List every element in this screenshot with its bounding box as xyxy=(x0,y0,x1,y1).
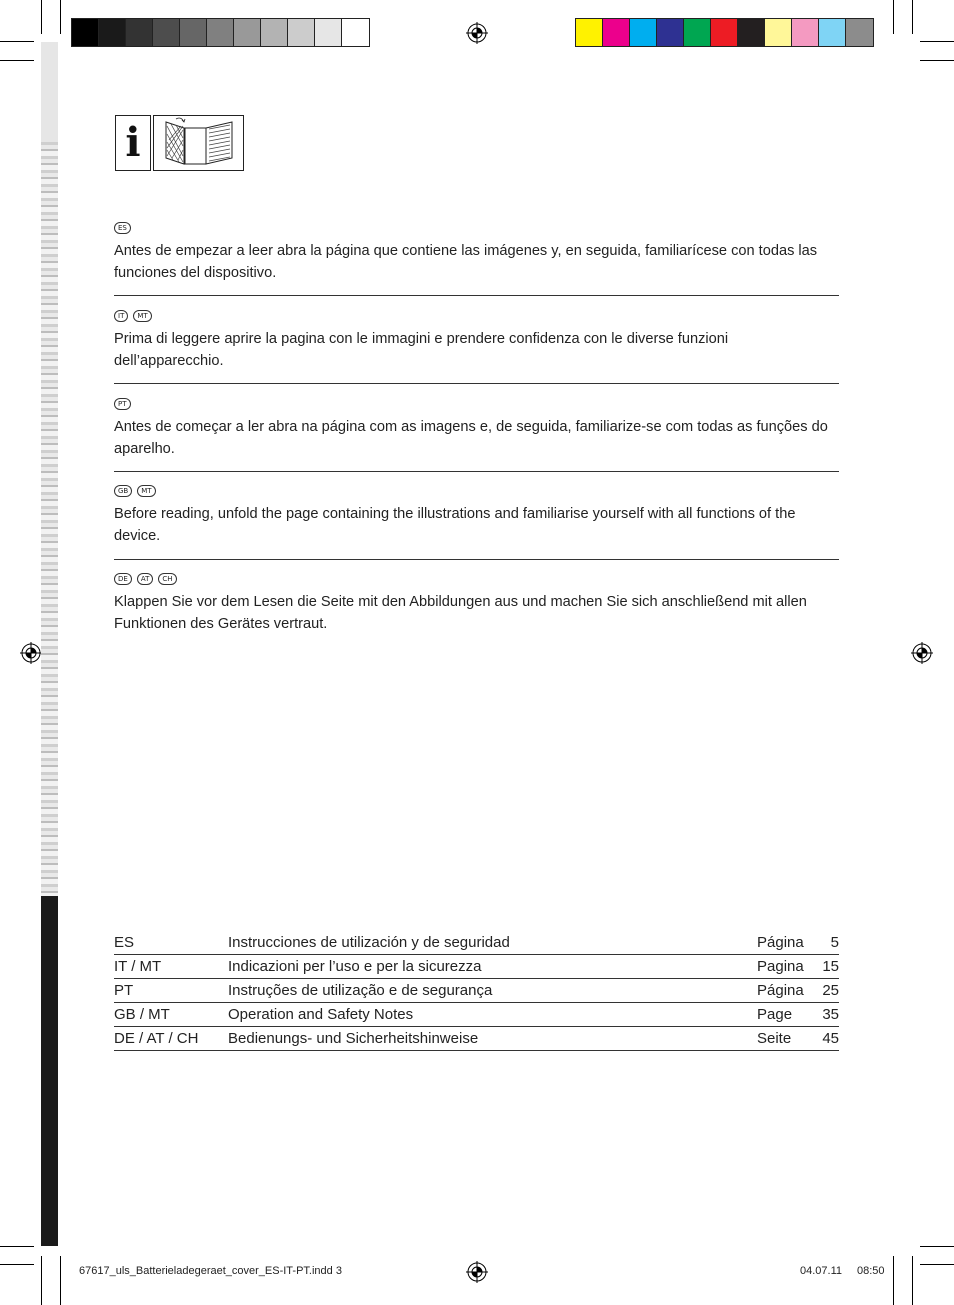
registration-mark-icon xyxy=(466,1261,488,1283)
intro-text: Antes de começar a ler abra na página com as imagens e, de seguida, familiarize-se com todas as funções do aparelho. xyxy=(114,419,828,457)
intro-text: Before reading, unfold the page containing the illustrations and familiarise yourself with all functions of the device. xyxy=(114,506,796,544)
language-block xyxy=(114,573,839,635)
toc-code: PT xyxy=(114,979,228,1003)
color-swatch xyxy=(576,19,603,46)
table-row xyxy=(114,979,839,1003)
color-swatch xyxy=(315,19,342,46)
toc-page-number: 35 xyxy=(813,1003,839,1027)
country-badges xyxy=(114,222,839,236)
country-badges xyxy=(114,485,839,499)
color-swatch xyxy=(342,19,369,46)
color-swatch xyxy=(72,19,99,46)
side-strip-texture xyxy=(41,142,58,896)
side-strip-light xyxy=(41,42,58,142)
crop-mark xyxy=(893,0,894,34)
unfold-page-icon xyxy=(153,115,244,171)
country-badge: DE xyxy=(114,573,132,585)
toc-page-label: Pagina xyxy=(757,955,813,979)
toc-page-label: Seite xyxy=(757,1027,813,1051)
info-letter: i xyxy=(125,119,141,166)
country-badges xyxy=(114,310,839,324)
footer-filename: 67617_uls_Batterieladegeraet_cover_ES-IT-PT.indd 3 xyxy=(79,1265,342,1277)
toc-page-number: 45 xyxy=(813,1027,839,1051)
toc-code: ES xyxy=(114,931,228,955)
toc-title: Instruções de utilização e de segurança xyxy=(228,979,757,1003)
info-icon xyxy=(115,115,151,171)
color-swatch xyxy=(207,19,234,46)
crop-mark xyxy=(912,1256,913,1305)
language-block xyxy=(114,398,839,460)
color-swatch xyxy=(657,19,684,46)
table-row xyxy=(114,1003,839,1027)
country-badge: ES xyxy=(114,222,131,234)
language-block xyxy=(114,485,839,547)
color-swatch xyxy=(846,19,873,46)
crop-mark xyxy=(41,1256,42,1305)
toc-page-number: 25 xyxy=(813,979,839,1003)
table-row xyxy=(114,931,839,955)
color-swatch xyxy=(711,19,738,46)
crop-mark xyxy=(912,0,913,34)
process-color-bar xyxy=(575,18,874,47)
registration-mark-icon xyxy=(20,642,42,664)
toc-code: DE / AT / CH xyxy=(114,1027,228,1051)
table-row xyxy=(114,955,839,979)
country-badge: PT xyxy=(114,398,131,410)
color-swatch xyxy=(99,19,126,46)
crop-mark xyxy=(0,41,34,42)
language-block xyxy=(114,222,839,284)
country-badge: CH xyxy=(158,573,176,585)
divider xyxy=(114,295,839,296)
registration-mark-icon xyxy=(466,22,488,44)
grayscale-color-bar xyxy=(71,18,370,47)
crop-mark xyxy=(0,1264,34,1265)
toc-code: GB / MT xyxy=(114,1003,228,1027)
color-swatch xyxy=(126,19,153,46)
footer-date: 04.07.11 xyxy=(800,1265,843,1277)
crop-mark xyxy=(60,0,61,34)
country-badge: MT xyxy=(137,485,155,497)
color-swatch xyxy=(819,19,846,46)
color-swatch xyxy=(603,19,630,46)
crop-mark xyxy=(920,1264,954,1265)
registration-mark-icon xyxy=(911,642,933,664)
divider xyxy=(114,471,839,472)
crop-mark xyxy=(0,1246,34,1247)
crop-mark xyxy=(0,60,34,61)
divider xyxy=(114,559,839,560)
crop-mark xyxy=(41,0,42,34)
color-swatch xyxy=(180,19,207,46)
country-badge: GB xyxy=(114,485,132,497)
country-badge: MT xyxy=(133,310,151,322)
table-of-contents xyxy=(114,931,839,1051)
country-badge: AT xyxy=(137,573,154,585)
color-swatch xyxy=(630,19,657,46)
intro-text: Prima di leggere aprire la pagina con le immagini e prendere confidenza con le diverse funzioni dell’apparecchio. xyxy=(114,331,729,369)
color-swatch xyxy=(234,19,261,46)
crop-mark xyxy=(893,1256,894,1305)
crop-mark xyxy=(920,41,954,42)
crop-mark xyxy=(920,60,954,61)
toc-title: Bedienungs- und Sicherheitshinweise xyxy=(228,1027,757,1051)
color-swatch xyxy=(261,19,288,46)
toc-page-label: Página xyxy=(757,979,813,1003)
side-strip-dark xyxy=(41,896,58,1246)
color-swatch xyxy=(288,19,315,46)
toc-code: IT / MT xyxy=(114,955,228,979)
divider xyxy=(114,383,839,384)
color-swatch xyxy=(765,19,792,46)
toc-page-number: 5 xyxy=(813,931,839,955)
color-swatch xyxy=(153,19,180,46)
toc-title: Indicazioni per l’uso e per la sicurezza xyxy=(228,955,757,979)
language-block xyxy=(114,310,839,372)
country-badge: IT xyxy=(114,310,128,322)
crop-mark xyxy=(920,1246,954,1247)
toc-page-label: Page xyxy=(757,1003,813,1027)
intro-text: Antes de empezar a leer abra la página que contiene las imágenes y, en seguida, familiarícese con todas las funciones del dispositivo. xyxy=(114,243,818,281)
color-swatch xyxy=(792,19,819,46)
toc-title: Instrucciones de utilización y de seguridad xyxy=(228,931,757,955)
color-swatch xyxy=(684,19,711,46)
toc-page-label: Página xyxy=(757,931,813,955)
toc-page-number: 15 xyxy=(813,955,839,979)
crop-mark xyxy=(60,1256,61,1305)
table-row xyxy=(114,1027,839,1051)
country-badges xyxy=(114,573,839,587)
country-badges xyxy=(114,398,839,412)
footer-time: 08:50 xyxy=(857,1265,885,1277)
toc-title: Operation and Safety Notes xyxy=(228,1003,757,1027)
intro-text: Klappen Sie vor dem Lesen die Seite mit den Abbildungen aus und machen Sie sich anschließend mit allen Funktionen des Gerätes vertraut. xyxy=(114,594,807,632)
fold-out-page-icon xyxy=(154,116,243,170)
color-swatch xyxy=(738,19,765,46)
